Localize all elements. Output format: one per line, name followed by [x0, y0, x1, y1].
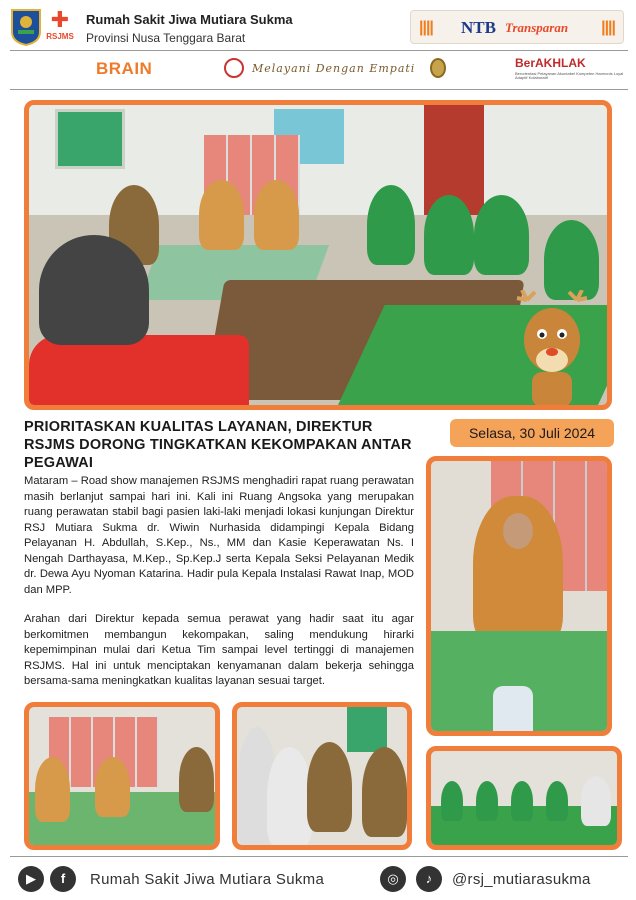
- youtube-icon[interactable]: ▶: [18, 866, 44, 892]
- paragraph-1: Mataram – Road show manajemen RSJMS menghadiri rapat ruang perawatan masih berlanjut sampai hari ini. Kali ini Ruang Angsoka yang merupakan ruang perawatan stabil bagi pasien laki-laki menjadi lokasi kunjungan Direktur RSJ Mutiara Sukma dr. Wiwin Nurhasida didampingi Kepala Bidang Pelayanan H. Abdullah, S.Kep., Ns., MM dan Kasie Keperawatan Ns. I Nengah Darthayasa, M.Kep., Sp.Kep.J serta Kepala Seksi Pelayanan Medik dr. Dewa Ayu Nyoman Katarina. Hadir pula Kepala Instalasi Rawat Inap, MOD dan MPP.: [24, 475, 414, 596]
- ntb-province-logo: [10, 8, 42, 46]
- bottom-photo-1: [24, 702, 220, 850]
- band-divider: [10, 89, 628, 90]
- paragraph-2: Arahan dari Direktur kepada semua perawat yang hadir saat itu agar berkomitmen membangun kekompakan, saling mendukung hirarki kepemimpinan mulai dari Ketua Tim sampai level tertinggi di manajemen RSJMS. Hal ini untuk menciptakan kenyamanan dalam bekerja sehingga bersama-sama meningkatkan kualitas layanan sesuai target.: [24, 613, 414, 687]
- bottom-photo-3: [426, 746, 622, 850]
- rsjms-logo: ✚ RSJMS: [46, 7, 74, 41]
- medal-icon: [430, 58, 446, 78]
- footer-org-name: Rumah Sakit Jiwa Mutiara Sukma: [90, 871, 325, 888]
- tagline-band: [0, 52, 636, 88]
- bottom-photo-2: [232, 702, 412, 850]
- slogan-logo-icon: [224, 58, 244, 78]
- facebook-icon[interactable]: f: [50, 866, 76, 892]
- footer: [0, 860, 636, 900]
- deer-mascot-icon: [497, 290, 607, 410]
- date-badge: Selasa, 30 Juli 2024: [450, 419, 614, 447]
- berakhlak-logo: BerAKHLAK: [515, 56, 586, 70]
- berakhlak-subtitle: Berorientasi Pelayanan Akuntabel Kompeten Harmonis Loyal Adaptif Kolaboratif: [515, 71, 624, 80]
- header-divider: [10, 50, 628, 51]
- brain-label: BRAIN: [96, 59, 153, 78]
- tiktok-icon[interactable]: ♪: [416, 866, 442, 892]
- ntb-transparan-logo: |||| NTB Transparan ||||: [410, 10, 624, 44]
- speaker-photo: [426, 456, 612, 736]
- article-body: [24, 474, 414, 704]
- article-headline: PRIORITASKAN KUALITAS LAYANAN, DIREKTUR RSJMS DORONG TINGKATKAN KEKOMPAKAN ANTAR PEGAWAI: [24, 419, 412, 471]
- instagram-icon[interactable]: ◎: [380, 866, 406, 892]
- social-handle[interactable]: @rsj_mutiarasukma: [452, 871, 591, 888]
- main-meeting-photo: [24, 100, 612, 410]
- footer-divider: [10, 856, 628, 857]
- org-subtitle: Provinsi Nusa Tenggara Barat: [86, 31, 246, 45]
- header: [0, 0, 636, 52]
- org-title: Rumah Sakit Jiwa Mutiara Sukma: [86, 12, 293, 27]
- slogan-text: Melayani Dengan Empati: [252, 62, 416, 75]
